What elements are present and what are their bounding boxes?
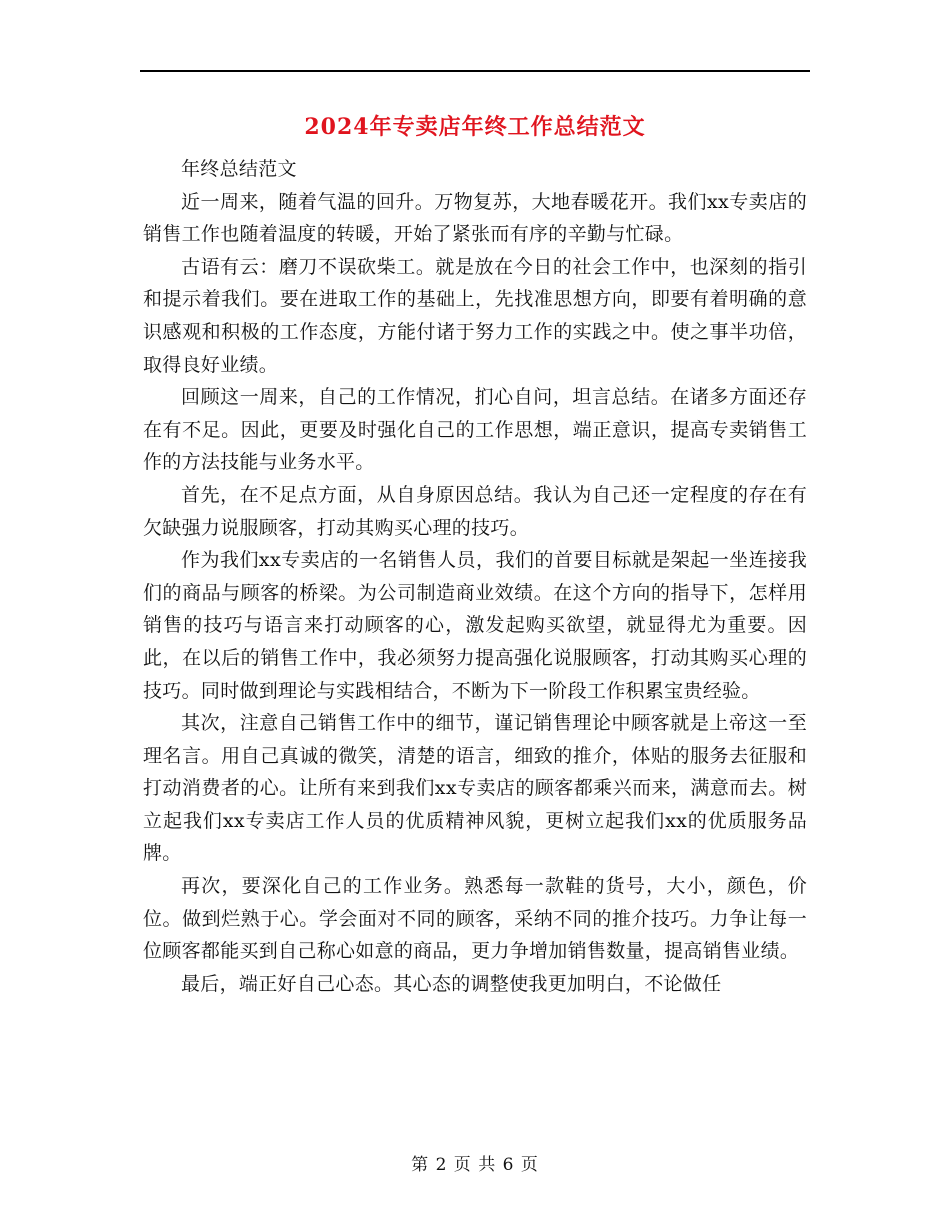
paragraph: 回顾这一周来，自己的工作情况，扪心自问，坦言总结。在诸多方面还存在有不足。因此，更要及时强化自己的工作思想，端正意识，提高专卖销售工作的方法技能与业务水平。 bbox=[143, 386, 807, 474]
paragraph: 近一周来，随着气温的回升。万物复苏，大地春暖花开。我们xx专卖店的销售工作也随着温度的转暖，开始了紧张而有序的辛勤与忙碌。 bbox=[143, 190, 807, 246]
paragraph: 古语有云：磨刀不误砍柴工。就是放在今日的社会工作中，也深刻的指引和提示着我们。要在进取工作的基础上，先找准思想方向，即要有着明确的意识感观和积极的工作态度，方能付诸于努力工作的实践之中。使之事半功倍，取得良好业绩。 bbox=[143, 255, 807, 376]
paragraph: 作为我们xx专卖店的一名销售人员，我们的首要目标就是架起一坐连接我们的商品与顾客的桥梁。为公司制造商业效绩。在这个方向的指导下，怎样用销售的技巧与语言来打动顾客的心，激发起购买欲望，就显得尤为重要。因此，在以后的销售工作中，我必须努力提高强化说服顾客，打动其购买心理的技巧。同时做到理论与实践相结合，不断为下一阶段工作积累宝贵经验。 bbox=[143, 549, 807, 702]
paragraph: 首先，在不足点方面，从自身原因总结。我认为自己还一定程度的存在有欠缺强力说服顾客，打动其购买心理的技巧。 bbox=[143, 483, 807, 539]
paragraph: 其次，注意自己销售工作中的细节，谨记销售理论中顾客就是上帝这一至理名言。用自己真诚的微笑，清楚的语言，细致的推介，体贴的服务去征服和打动消费者的心。让所有来到我们xx专卖店的顾客都乘兴而来，满意而去。树立起我们xx专卖店工作人员的优质精神风貌，更树立起我们xx的优质服务品牌。 bbox=[143, 712, 807, 865]
paragraph: 再次，要深化自己的工作业务。熟悉每一款鞋的货号，大小，颜色，价位。做到烂熟于心。学会面对不同的顾客，采纳不同的推介技巧。力争让每一位顾客都能买到自己称心如意的商品，更力争增加销售数量，提高销售业绩。 bbox=[143, 875, 807, 963]
page-number-footer: 第 2 页 共 6 页 bbox=[411, 1155, 539, 1175]
paragraph: 最后，端正好自己心态。其心态的调整使我更加明白，不论做任 bbox=[181, 972, 722, 995]
document-title: 2024年专卖店年终工作总结范文 bbox=[304, 114, 646, 140]
header-rule bbox=[140, 70, 810, 72]
document-body bbox=[143, 153, 807, 1000]
paragraph: 年终总结范文 bbox=[181, 158, 297, 180]
